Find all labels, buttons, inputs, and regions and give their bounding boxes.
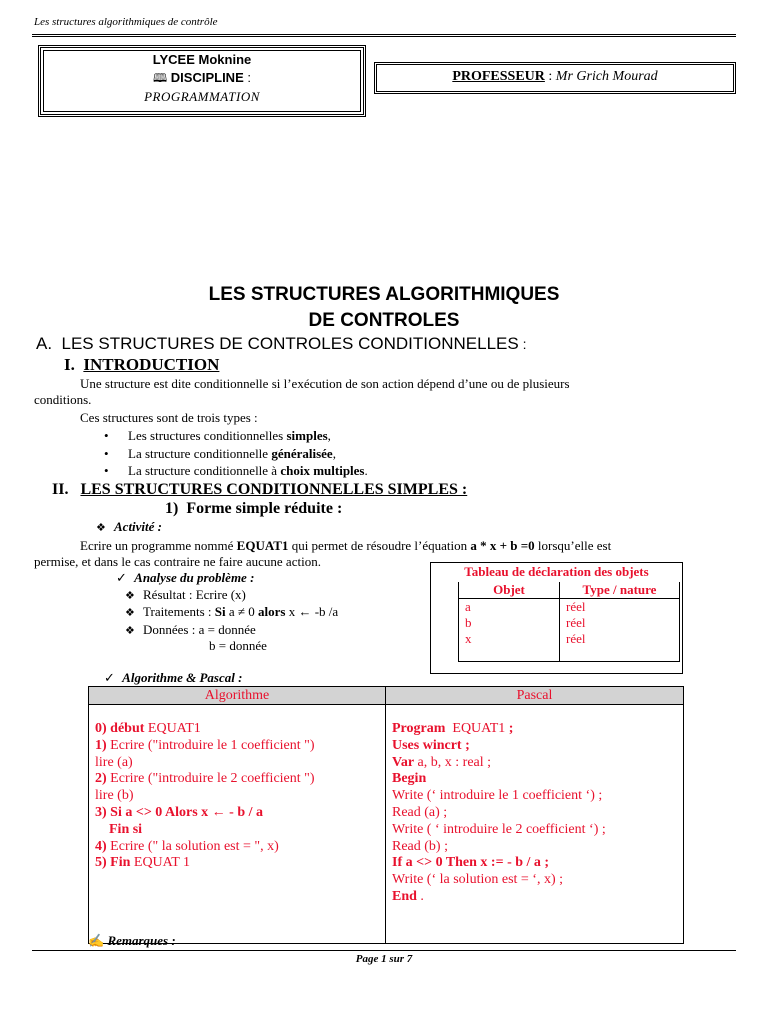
- code-keyword: 0) début: [95, 721, 145, 736]
- discipline-label: DISCIPLINE: [170, 70, 244, 85]
- declaration-header-objet: Objet: [459, 582, 560, 599]
- pascal-header: Pascal: [386, 687, 684, 705]
- pascal-cell: [386, 705, 684, 944]
- writing-hand-icon: ✍: [88, 933, 105, 948]
- table-row: [459, 631, 680, 662]
- pascal-line: [392, 788, 677, 805]
- activite-text: qui permet de résoudre l’équation: [288, 538, 471, 553]
- remarques-label: Remarques :: [107, 933, 176, 948]
- bullet-post: .: [364, 463, 368, 478]
- traitements-text: a ≠ 0: [225, 604, 258, 619]
- algo-pascal-label: Algorithme & Pascal :: [122, 670, 243, 685]
- algo-table-body-row: [89, 705, 684, 944]
- school-name: LYCEE Moknine: [152, 52, 252, 67]
- pascal-line: [392, 738, 677, 755]
- intro-para-line-2: conditions.: [34, 392, 92, 407]
- code-text: EQUAT 1: [130, 855, 191, 871]
- pascal-line: [392, 839, 677, 856]
- analyse-resultat: ❖ Résultat : Ecrire (x): [143, 587, 246, 603]
- code-keyword: Program: [392, 721, 446, 736]
- section-a-label: A. LES STRUCTURES DE CONTROLES CONDITIONNELLES: [36, 334, 519, 353]
- declaration-header-type: Type / nature: [560, 582, 680, 599]
- code-keyword: Var: [392, 754, 415, 770]
- activite-text: lorsqu’elle est: [534, 538, 612, 553]
- declaration-cell: réel: [560, 631, 680, 662]
- declaration-title: Tableau de déclaration des objets: [464, 564, 649, 579]
- analyse-label: Analyse du problème :: [134, 570, 255, 585]
- declaration-cell: réel: [560, 615, 680, 631]
- subsection-heading: 1) Forme simple réduite :: [165, 500, 343, 517]
- page-title: [34, 282, 734, 334]
- code-text: Write (‘ la solution est = ‘, x) ;: [392, 872, 564, 888]
- declaration-cell: réel: [560, 599, 680, 616]
- intro-bullet-1: [128, 428, 331, 444]
- discipline-sep: :: [243, 70, 251, 85]
- check-icon: ✓: [104, 670, 115, 685]
- bullet-text: Les structures conditionnelles: [128, 428, 287, 443]
- pascal-line: [392, 755, 677, 772]
- bullet-post: ,: [327, 428, 331, 443]
- algorithm-line: [95, 839, 379, 856]
- book-icon: 🕮: [153, 71, 168, 85]
- professor-name: Mr Grich Mourad: [555, 69, 658, 84]
- table-row: [459, 599, 680, 616]
- code-keyword: 1): [95, 737, 107, 753]
- algorithm-line: [95, 771, 379, 788]
- pascal-line: [392, 872, 677, 889]
- activite-equation: a * x + b =0: [470, 538, 535, 553]
- bullet-text: La structure conditionnelle à: [128, 463, 281, 478]
- section-ii-title: LES STRUCTURES CONDITIONNELLES SIMPLES :: [80, 481, 468, 498]
- intro-para-2: Ces structures sont de trois types :: [80, 410, 258, 425]
- page-number: Page 1 sur 7: [355, 953, 413, 965]
- code-keyword: ;: [508, 721, 514, 736]
- code-keyword: 3) Si a <> 0 Alors x ← - b / a: [95, 804, 264, 820]
- pascal-line: [392, 771, 677, 788]
- traitements-alors: alors: [258, 604, 286, 619]
- pascal-line: [392, 889, 677, 906]
- check-icon: ✓: [116, 570, 127, 585]
- code-keyword: 5) Fin: [95, 855, 131, 871]
- pascal-line: [392, 721, 677, 738]
- code-text: Write (‘ introduire le 1 coefficient ‘) ;: [392, 788, 603, 804]
- algo-table-header-row: [89, 687, 684, 705]
- intro-bullet-2: [128, 446, 336, 462]
- discipline-line: [44, 69, 360, 90]
- pascal-line: [392, 805, 677, 822]
- code-text: Ecrire (" la solution est = ", x): [106, 838, 279, 854]
- code-text: lire (a): [95, 754, 133, 770]
- bullet-bold: choix multiples: [280, 463, 365, 478]
- title-line-1: LES STRUCTURES ALGORITHMIQUES: [208, 284, 560, 305]
- algorithm-line: [95, 755, 379, 772]
- code-keyword: Fin si: [95, 821, 143, 837]
- code-keyword: If a <> 0 Then x := - b / a ;: [392, 855, 550, 871]
- algorithm-line: [95, 822, 379, 839]
- activite-line-1: [80, 538, 736, 554]
- professor-label: PROFESSEUR: [452, 69, 545, 84]
- activite-program: EQUAT1: [236, 538, 289, 553]
- code-text: Read (a) ;: [392, 804, 448, 820]
- header-rule: [32, 34, 736, 37]
- code-keyword: Uses wincrt ;: [392, 737, 470, 753]
- code-keyword: Begin: [392, 771, 427, 787]
- table-row: [459, 615, 680, 631]
- code-keyword: End: [392, 888, 417, 904]
- bullet-bold: simples: [286, 428, 328, 443]
- analyse-traitements: [143, 604, 338, 620]
- activite-text: Activité :: [114, 519, 163, 534]
- bullet-text: La structure conditionnelle: [128, 446, 272, 461]
- section-a-colon: :: [518, 336, 527, 352]
- footer-rule: [32, 950, 736, 951]
- code-text: EQUAT1: [144, 721, 201, 736]
- traitements-si: Si: [214, 604, 226, 619]
- pascal-line: [392, 822, 677, 839]
- declaration-cell: b: [459, 615, 560, 631]
- algorithm-line: [95, 855, 379, 872]
- professor-sep: :: [544, 69, 556, 84]
- intro-para-line-1: Une structure est dite conditionnelle si l’exécution de son action dépend d’une ou de plusieurs: [80, 376, 570, 391]
- algorithm-line: [95, 738, 379, 755]
- code-text: a, b, x : real ;: [414, 754, 492, 770]
- pascal-line: [392, 855, 677, 872]
- code-keyword: 4): [95, 838, 107, 854]
- algorithm-cell: [89, 705, 386, 944]
- intro-heading: [64, 355, 219, 375]
- code-keyword: 2): [95, 771, 107, 787]
- section-ii-heading: [52, 481, 467, 499]
- remarques-heading: [88, 933, 176, 949]
- code-text: .: [416, 888, 424, 904]
- running-header: Les structures algorithmiques de contrôle: [34, 16, 218, 28]
- intro-title: INTRODUCTION: [83, 355, 220, 374]
- algorithm-line: [95, 805, 379, 822]
- declaration-cell: a: [459, 599, 560, 616]
- algorithm-pascal-table: [88, 686, 684, 944]
- code-text: Write ( ‘ introduire le 2 coefficient ‘) ;: [392, 821, 606, 837]
- algorithm-line: [95, 788, 379, 805]
- algorithm-line: [95, 721, 379, 738]
- algo-pascal-heading: [104, 670, 242, 686]
- section-ii-number: II.: [52, 481, 69, 498]
- activite-text: Ecrire un programme nommé: [80, 538, 237, 553]
- code-text: Ecrire ("introduire le 1 coefficient "): [106, 737, 315, 753]
- code-text: EQUAT1: [445, 721, 509, 736]
- activite-label: [114, 519, 162, 535]
- professor-line: [374, 69, 736, 85]
- declaration-cell: x: [459, 631, 560, 662]
- section-a-heading: [36, 334, 526, 354]
- analyse-donnees-b: b = donnée: [209, 638, 267, 653]
- analyse-heading: [116, 570, 254, 586]
- traitements-text: Traitements :: [143, 604, 215, 619]
- code-text: lire (b): [95, 788, 134, 804]
- algorithm-header: Algorithme: [89, 687, 386, 705]
- traitements-text: x ← -b /a: [285, 604, 339, 619]
- activite-line-2: permise, et dans le cas contraire ne faire aucune action.: [34, 554, 321, 569]
- declaration-table: [458, 582, 680, 662]
- bullet-post: ,: [332, 446, 336, 461]
- analyse-donnees: ❖ Données : a = donnée: [143, 622, 256, 638]
- intro-bullet-3: [128, 463, 368, 479]
- title-line-2: DE CONTROLES: [308, 310, 460, 331]
- bullet-bold: généralisée: [271, 446, 333, 461]
- code-text: Read (b) ;: [392, 838, 448, 854]
- subject-name: PROGRAMMATION: [144, 89, 260, 104]
- intro-number: I.: [64, 355, 75, 374]
- declaration-header-row: [459, 582, 680, 599]
- code-text: Ecrire ("introduire le 2 coefficient "): [106, 771, 315, 787]
